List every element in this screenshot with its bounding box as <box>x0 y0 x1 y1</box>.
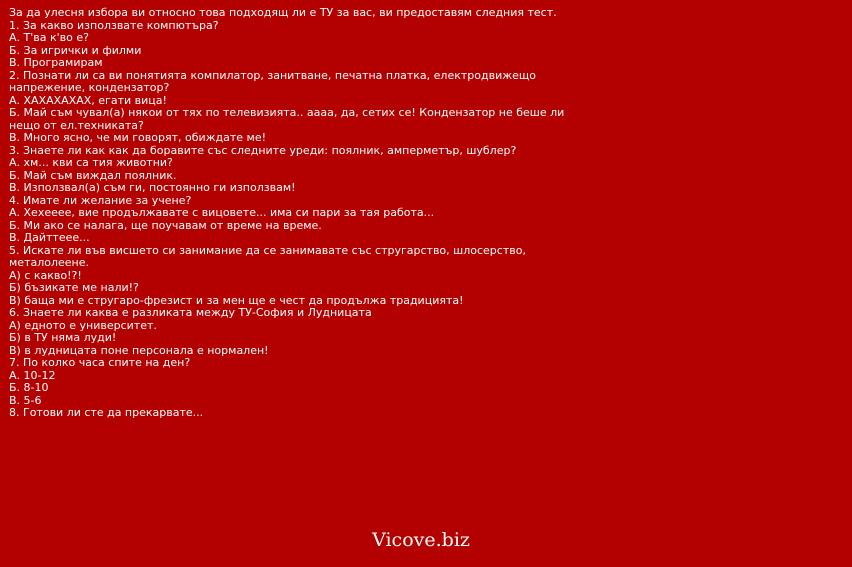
question-3: 3. Знаете ли как как да боравите със следните уреди: поялник, амперметър, шублер? <box>9 143 517 157</box>
question-8: 8. Готови ли сте да прекарвате... <box>9 406 204 419</box>
answer-6a: А) едното е университет. <box>9 318 157 332</box>
answer-3c: В. Използвал(а) съм ги, постоянно ги използвам! <box>9 181 296 194</box>
answer-2a: А. ХАХАХАХАХ, егати вица! <box>9 93 167 107</box>
intro-line: За да улесня избора ви относно това подходящ ли е ТУ за вас, ви предоставям следния тест. <box>9 6 557 19</box>
answer-3a: А. хм... кви са тия животни? <box>9 156 173 169</box>
answer-6c: В) в лудницата поне персонала е нормален! <box>9 343 269 357</box>
question-2: 2. Познати ли са ви понятията компилатор, занитване, печатна платка, електродвижещо напрежение, кондензатор? <box>9 68 537 94</box>
answer-4b: Б. Ми ако се налага, ще поучавам от време на време. <box>9 218 322 232</box>
answer-1c: В. Програмирам <box>9 56 103 69</box>
joke-text <box>9 7 569 420</box>
site-brand-label: Vicove.biz <box>372 529 470 551</box>
answer-5b: Б) бъзикате ме нали!? <box>9 281 139 294</box>
answer-7b: Б. 8-10 <box>9 381 49 394</box>
question-6: 6. Знаете ли каква е разликата между ТУ-София и Лудницата <box>9 306 372 319</box>
question-4: 4. Имате ли желание за учене? <box>9 193 192 207</box>
answer-1a: А. Т'ва к'во е? <box>9 31 89 44</box>
answer-3b: Б. Май съм виждал поялник. <box>9 168 177 182</box>
answer-7a: А. 10-12 <box>9 368 56 382</box>
answer-4a: А. Хехееее, вие продължавате с вицовете... има си пари за тая работа... <box>9 206 435 219</box>
answer-7c: В. 5-6 <box>9 393 42 407</box>
question-5: 5. Искате ли във висшето си занимание да се занимавате със стругарство, шлосерство, металолеене. <box>9 243 526 269</box>
answer-5a: А) с какво!?! <box>9 268 82 282</box>
answer-6b: Б) в ТУ няма луди! <box>9 331 117 344</box>
answer-5c: В) баща ми е стругаро-фрезист и за мен ще е чест да продължа традицията! <box>9 293 464 307</box>
answer-2b: Б. Май съм чувал(а) някои от тях по телевизията.. аааа, да, сетих се! Кондензатор не беше ли нещо от ел.техниката? <box>9 106 565 132</box>
question-7: 7. По колко часа спите на ден? <box>9 356 191 369</box>
answer-4c: В. Дайттеее... <box>9 231 90 244</box>
answer-2c: В. Много ясно, че ми говорят, обиждате ме! <box>9 131 267 144</box>
answer-1b: Б. За игрички и филми <box>9 43 142 57</box>
question-1: 1. За какво използвате компютъра? <box>9 18 219 32</box>
